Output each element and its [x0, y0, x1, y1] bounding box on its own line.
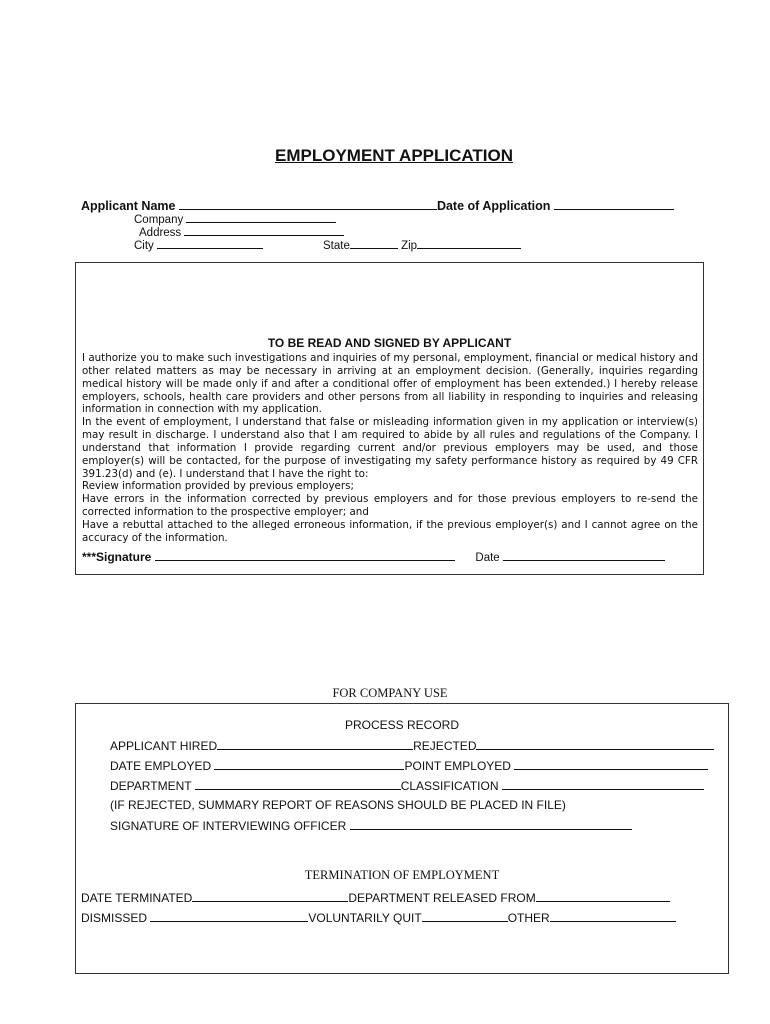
signature-date-label: Date: [475, 552, 500, 564]
applicant-name-field[interactable]: [179, 198, 437, 210]
point-employed-label: POINT EMPLOYED: [404, 759, 511, 773]
zip-field[interactable]: [417, 237, 521, 249]
process-record-title: PROCESS RECORD: [344, 718, 460, 732]
authorization-paragraph: I authorize you to make such investigations and inquiries of my personal, employment, financial or medical history and other related matters as may be necessary in arriving at an employment decision. (Generally, inquiries regarding medical history will be made only if and after a conditional offer of employment has been extended.) I hereby release employers, schools, health care providers and other persons from all liability in responding to inquiries and releasing information in connection with my application.: [82, 352, 698, 416]
dismissed-field[interactable]: [150, 910, 308, 922]
city-label: City: [134, 240, 154, 252]
interviewing-officer-row: [110, 818, 632, 833]
company-field[interactable]: [186, 211, 336, 223]
city-row: [134, 237, 263, 252]
signature-date-field[interactable]: [503, 549, 665, 561]
authorization-paragraph: In the event of employment, I understand that false or misleading information given in my application or interview(s) may result in discharge. I understand also that I am required to abide by all rules and regulations of the Company. I understand that information I provide regarding current and/or previous employers may be used, and those employer(s) will be contacted, for the purpose of investigating my safety performance history as required by 49 CFR 391.23(d) and (e). I understand that I have the right to:: [82, 416, 698, 480]
zip-label: Zip: [401, 240, 418, 252]
rejected-label: REJECTED: [413, 739, 477, 753]
date-terminated-field[interactable]: [192, 890, 348, 902]
date-employed-row: [110, 758, 708, 773]
city-field[interactable]: [157, 237, 263, 249]
rejected-note: (IF REJECTED, SUMMARY REPORT OF REASONS SHOULD BE PLACED IN FILE): [110, 798, 566, 812]
page-title: EMPLOYMENT APPLICATION: [275, 146, 513, 165]
department-released-field[interactable]: [536, 890, 670, 902]
classification-label: CLASSIFICATION: [400, 779, 499, 793]
department-label: DEPARTMENT: [110, 779, 192, 793]
date-of-application-field[interactable]: [554, 198, 674, 210]
applicant-hired-field[interactable]: [217, 738, 413, 750]
interviewing-officer-field[interactable]: [350, 818, 632, 830]
authorization-paragraph: Have a rebuttal attached to the alleged erroneous information, if the previous employer(s) and I cannot agree on the accuracy of the information.: [82, 518, 698, 544]
applicant-name-label: Applicant Name: [81, 199, 176, 213]
dismissed-row: [81, 910, 676, 925]
other-label: OTHER: [507, 911, 550, 925]
voluntarily-quit-field[interactable]: [422, 910, 508, 922]
date-terminated-row: [81, 890, 670, 905]
state-zip-row: [323, 237, 521, 252]
department-released-label: DEPARTMENT RELEASED FROM: [348, 891, 536, 905]
department-field[interactable]: [195, 778, 401, 790]
applicant-hired-row: [110, 738, 714, 753]
company-use-caption: FOR COMPANY USE: [332, 686, 448, 700]
rejected-field[interactable]: [476, 738, 714, 750]
signature-label: ***Signature: [82, 550, 152, 564]
date-employed-field[interactable]: [214, 758, 404, 770]
authorization-paragraph: Have errors in the information corrected by previous employers and for those previous employers to re-send the corrected information to the prospective employer; and: [82, 493, 698, 519]
dismissed-label: DISMISSED: [81, 911, 148, 925]
address-field[interactable]: [184, 224, 344, 236]
signature-row: [82, 549, 698, 564]
company-label: Company: [134, 214, 184, 226]
state-field[interactable]: [350, 237, 398, 249]
classification-field[interactable]: [502, 778, 704, 790]
voluntarily-quit-label: VOLUNTARILY QUIT: [308, 911, 422, 925]
date-of-application-label: Date of Application: [436, 199, 551, 213]
authorization-box: [75, 262, 704, 575]
state-label: State: [323, 240, 350, 252]
address-label: Address: [139, 227, 182, 239]
department-row: [110, 778, 704, 793]
authorization-heading: TO BE READ AND SIGNED BY APPLICANT: [267, 336, 512, 350]
interviewing-officer-label: SIGNATURE OF INTERVIEWING OFFICER: [110, 819, 347, 833]
signature-field[interactable]: [155, 549, 455, 561]
applicant-hired-label: APPLICANT HIRED: [110, 739, 218, 753]
other-field[interactable]: [550, 910, 676, 922]
date-terminated-label: DATE TERMINATED: [81, 891, 193, 905]
authorization-text: [82, 352, 698, 545]
date-employed-label: DATE EMPLOYED: [110, 759, 212, 773]
point-employed-field[interactable]: [514, 758, 708, 770]
authorization-paragraph: Review information provided by previous employers;: [82, 480, 354, 493]
termination-title: TERMINATION OF EMPLOYMENT: [304, 868, 500, 882]
company-use-box: [75, 703, 729, 974]
